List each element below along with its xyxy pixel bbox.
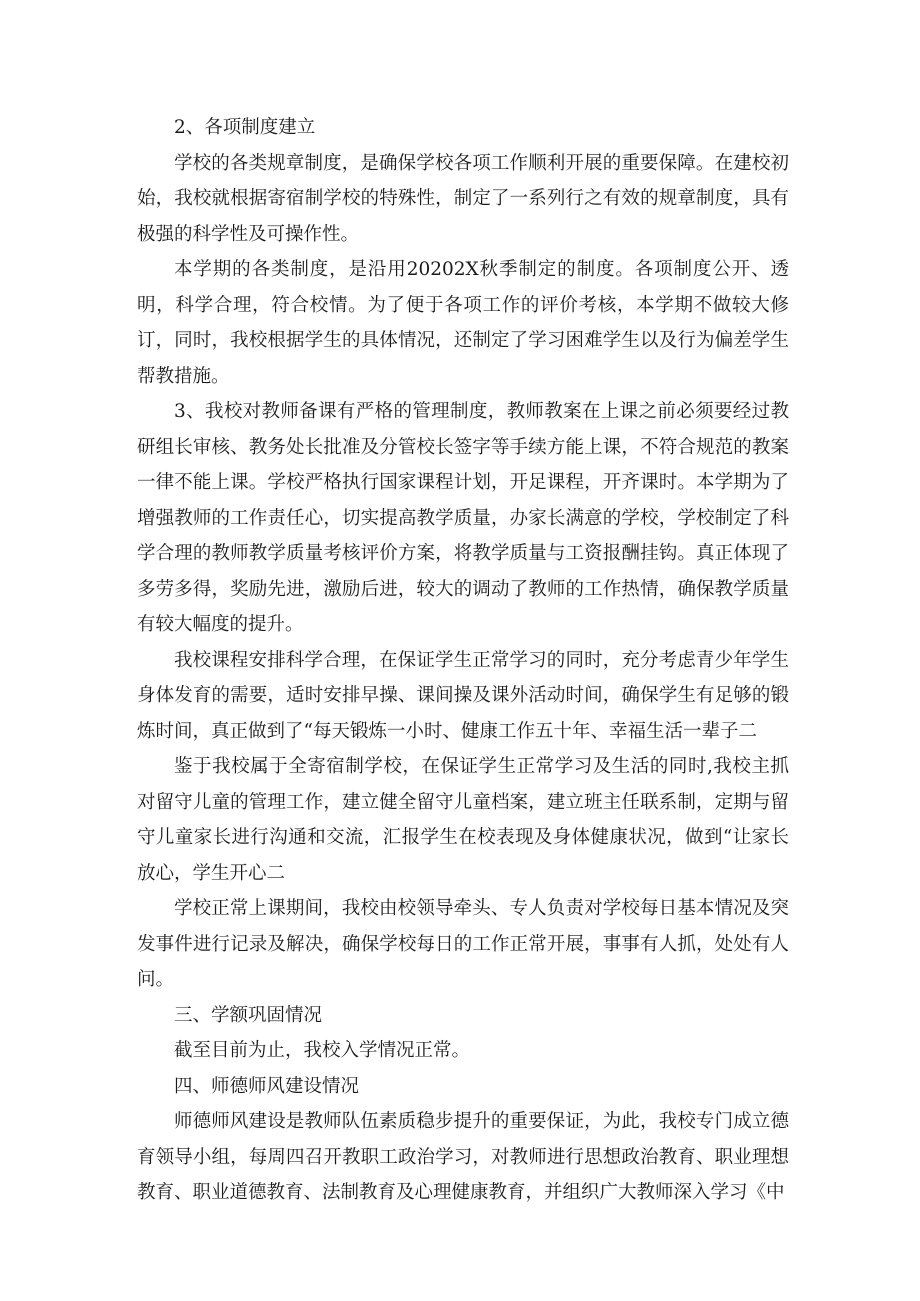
paragraph-semester-regulations: 本学期的各类制度，是沿用20202X秋季制定的制度。各项制度公开、透明，科学合理，符合校情。为了便于各项工作的评价考核，本学期不做较大修订，同时，我校根据学生的具体情况，还制定了学习困难学生以及行为偏差学生帮教措施。 xyxy=(137,259,789,387)
paragraph-enrollment-status: 截至目前为止，我校入学情况正常。 xyxy=(174,1040,471,1061)
section-heading-regulations: 2、各项制度建立 xyxy=(174,117,316,138)
paragraph-daily-management: 学校正常上课期间，我校由校领导牵头、专人负责对学校每日基本情况及突发事件进行记录及解决，确保学校每日的工作正常开展，事事有人抓，处处有人问。 xyxy=(137,898,789,990)
document-body xyxy=(137,110,789,1211)
paragraph-left-behind-children: 鉴于我校属于全寄宿制学校，在保证学生正常学习及生活的同时,我校主抓对留守儿童的管理工作，建立健全留守儿童档案，建立班主任联系制，定期与留守儿童家长进行沟通和交流，汇报学生在校表现及身体健康状况，做到“让家长放心，学生开心二 xyxy=(137,756,789,884)
paragraph-lesson-preparation: 3、我校对教师备课有严格的管理制度，教师教案在上课之前必须要经过教研组长审核、教务处长批准及分管校长签字等手续方能上课，不符合规范的教案一律不能上课。学校严格执行国家课程计划，开足课程，开齐课时。本学期为了增强教师的工作责任心，切实提高教学质量，办家长满意的学校，学校制定了科学合理的教师教学质量考核评价方案，将教学质量与工资报酬挂钩。真正体现了多劳多得，奖励先进，激励后进，较大的调动了教师的工作热情，确保教学质量有较大幅度的提升。 xyxy=(137,401,789,635)
paragraph-course-schedule: 我校课程安排科学合理，在保证学生正常学习的同时，充分考虑青少年学生身体发育的需要，适时安排早操、课间操及课外活动时间，确保学生有足够的锻炼时间，真正做到了“每天锻炼一小时、健康工作五十年、幸福生活一辈子二 xyxy=(137,649,789,742)
section-heading-teacher-ethics: 四、师德师风建设情况 xyxy=(174,1075,360,1097)
paragraph-regulations-intro: 学校的各类规章制度，是确保学校各项工作顺利开展的重要保障。在建校初始，我校就根据寄宿制学校的特殊性，制定了一系列行之有效的规章制度，具有极强的科学性及可操作性。 xyxy=(137,152,789,245)
section-heading-enrollment: 三、学额巩固情况 xyxy=(174,1004,323,1026)
paragraph-teacher-ethics: 师德师风建设是教师队伍素质稳步提升的重要保证，为此，我校专门成立德育领导小组，每周四召开教职工政治学习，对教师进行思想政治教育、职业理想教育、职业道德教育、法制教育及心理健康教育，并组织广大教师深入学习《中 xyxy=(137,1111,789,1203)
